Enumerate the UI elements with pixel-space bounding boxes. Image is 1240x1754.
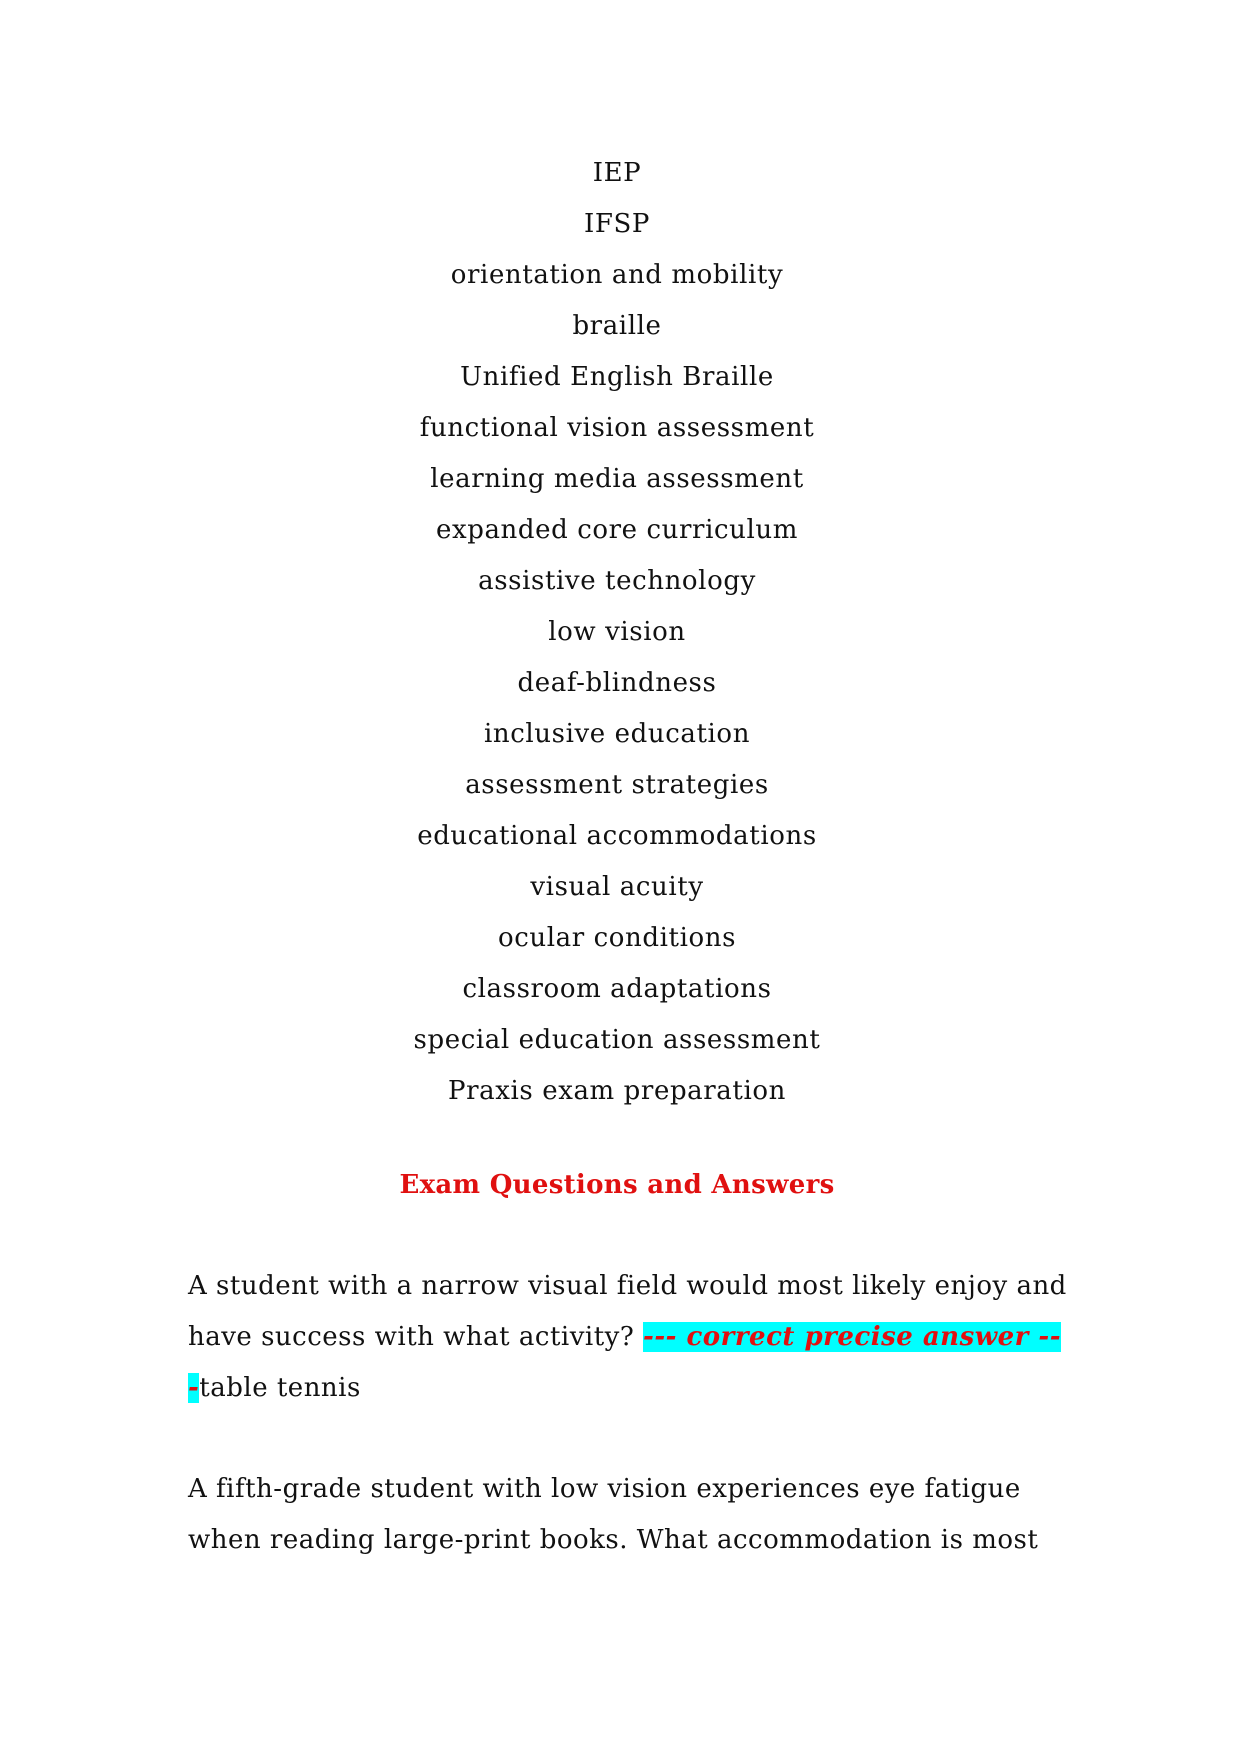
keyword-item: functional vision assessment [419, 413, 815, 443]
keyword-list [0, 148, 1240, 1117]
keyword-item: IFSP [583, 209, 651, 239]
keyword-item: inclusive education [483, 719, 751, 749]
answer-marker: --- correct precise answer --- [188, 1322, 1061, 1403]
keyword-item: orientation and mobility [450, 260, 784, 290]
keyword-item: Unified English Braille [460, 362, 774, 392]
keyword-item: low vision [548, 617, 686, 647]
keyword-item: ocular conditions [497, 923, 737, 953]
keyword-item: IEP [592, 158, 642, 188]
question-text: A fifth-grade student with low vision experiences eye fatigue when reading large-print books. What accommodation is most [188, 1474, 1039, 1555]
section-heading: Exam Questions and Answers [399, 1170, 835, 1200]
keyword-item: Praxis exam preparation [448, 1076, 786, 1106]
keyword-item: assistive technology [478, 566, 756, 596]
keyword-item: special education assessment [413, 1025, 821, 1055]
keyword-item: visual acuity [530, 872, 704, 902]
answer-text: table tennis [199, 1373, 361, 1403]
question-text: A student with a narrow visual field would most likely enjoy and have success with what activity? [188, 1271, 1067, 1352]
keyword-item: braille [572, 311, 662, 341]
keyword-item: expanded core curriculum [435, 515, 799, 545]
keyword-item: deaf-blindness [517, 668, 717, 698]
question-paragraph [188, 1464, 1068, 1566]
keyword-item: assessment strategies [465, 770, 769, 800]
question-paragraph [188, 1261, 1068, 1414]
keyword-item: classroom adaptations [462, 974, 772, 1004]
keyword-item: learning media assessment [430, 464, 804, 494]
keyword-item: educational accommodations [417, 821, 817, 851]
